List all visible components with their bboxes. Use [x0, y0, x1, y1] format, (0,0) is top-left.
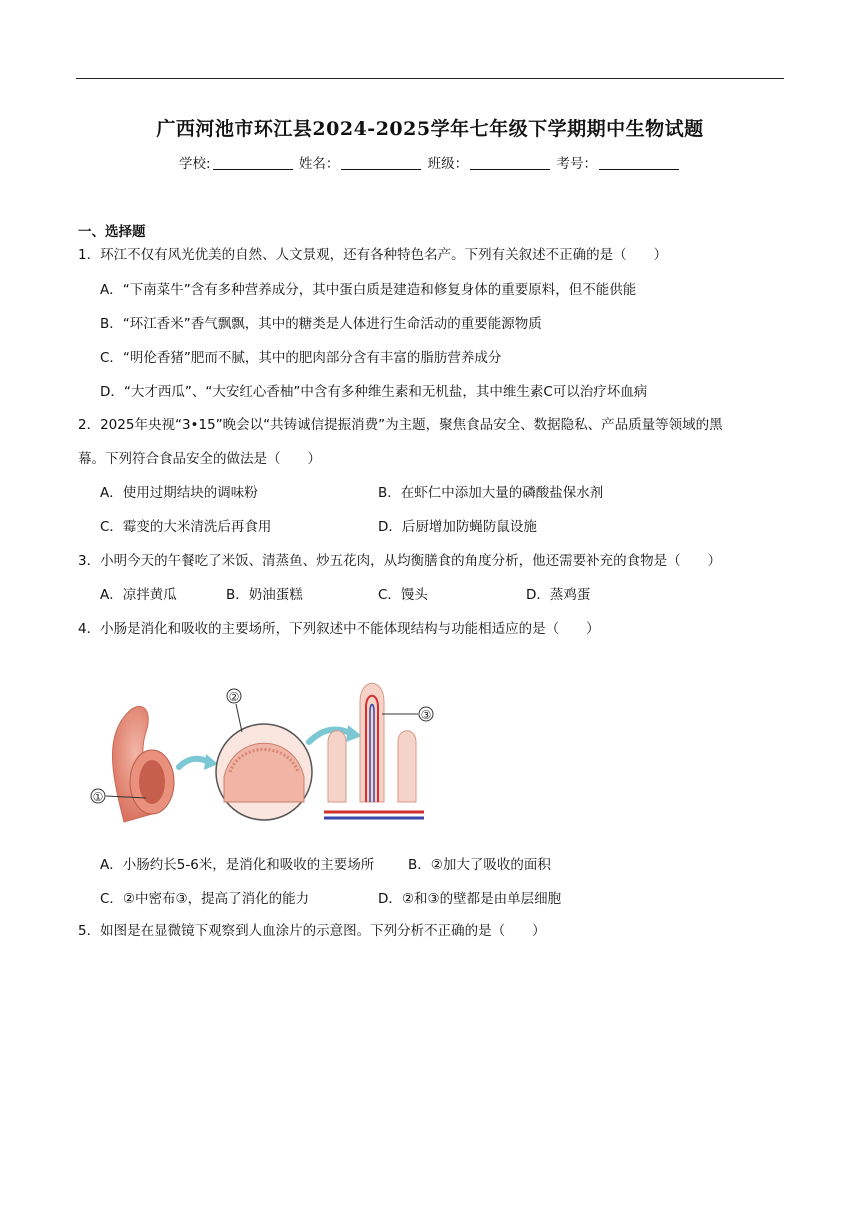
small-intestine-illustration	[84, 662, 444, 832]
name-blank[interactable]	[341, 155, 421, 170]
question-4-option-c: C．②中密布③，提高了消化的能力	[100, 891, 310, 907]
school-label: 学校:	[179, 156, 211, 172]
question-1-option-d: D．“大才西瓜”、“大安红心香柚”中含有多种维生素和无机盐，其中维生素C可以治疗坏血病	[100, 384, 648, 400]
question-2-option-a: A．使用过期结块的调味粉	[100, 485, 258, 501]
question-3-option-a: A．凉拌黄瓜	[100, 587, 177, 603]
question-4-option-b: B．②加大了吸收的面积	[408, 857, 551, 873]
name-label: 姓名：	[298, 156, 340, 172]
class-blank[interactable]	[470, 155, 550, 170]
small-intestine-figure	[84, 662, 444, 832]
question-2-stem-line-2: 幕。下列符合食品安全的做法是（ ）	[78, 451, 321, 467]
question-3-option-c: C．馒头	[378, 587, 428, 603]
question-3-option-b: B．奶油蛋糕	[226, 587, 303, 603]
question-2-option-d: D．后厨增加防蝇防鼠设施	[378, 519, 537, 535]
exam-number-blank[interactable]	[599, 155, 679, 170]
question-1-option-c: C．“明伦香猪”肥而不腻，其中的肥肉部分含有丰富的脂肪营养成分	[100, 350, 502, 366]
question-4-option-d: D．②和③的壁都是由单层细胞	[378, 891, 562, 907]
question-1-option-a: A．“下南菜牛”含有多种营养成分，其中蛋白质是建造和修复身体的重要原料，但不能供能	[100, 282, 637, 298]
question-2-option-b: B．在虾仁中添加大量的磷酸盐保水剂	[378, 485, 604, 501]
question-1-option-b: B．“环江香米”香气飘飘，其中的糖类是人体进行生命活动的重要能源物质	[100, 316, 542, 332]
top-rule	[76, 78, 784, 79]
school-blank[interactable]	[213, 155, 293, 170]
class-label: 班级：	[427, 156, 469, 172]
villus-shape	[360, 683, 384, 802]
figure-label-2: ②	[228, 690, 240, 704]
figure-label-1: ①	[92, 790, 104, 804]
exam-number-label: 考号：	[556, 156, 597, 172]
student-info-line	[0, 152, 860, 172]
question-2-stem-line-1: 2．2025年央视“3•15”晚会以“共铸诚信提振消费”为主题，聚焦食品安全、数据隐私、产品质量等领域的黑	[78, 417, 723, 433]
question-4-stem: 4．小肠是消化和吸收的主要场所，下列叙述中不能体现结构与功能相适应的是（ ）	[78, 621, 600, 637]
question-4-option-a: A．小肠约长5-6米，是消化和吸收的主要场所	[100, 857, 375, 873]
question-5-stem: 5．如图是在显微镜下观察到人血涂片的示意图。下列分析不正确的是（ ）	[78, 923, 546, 939]
arrow-1-icon	[179, 759, 209, 767]
page-title: 广西河池市环江县2024-2025学年七年级下学期期中生物试题	[156, 118, 704, 140]
question-2-option-c: C．霉变的大米清洗后再食用	[100, 519, 272, 535]
figure-label-3: ③	[420, 708, 432, 722]
question-3-stem: 3．小明今天的午餐吃了米饭、清蒸鱼、炒五花肉，从均衡膳食的角度分析，他还需要补充的食物是（ ）	[78, 553, 722, 569]
section-heading: 一、选择题	[78, 224, 146, 240]
question-1-stem: 1．环江不仅有风光优美的自然、人文景观，还有各种特色名产。下列有关叙述不正确的是（ ）	[78, 247, 668, 263]
question-3-option-d: D．蒸鸡蛋	[526, 587, 591, 603]
